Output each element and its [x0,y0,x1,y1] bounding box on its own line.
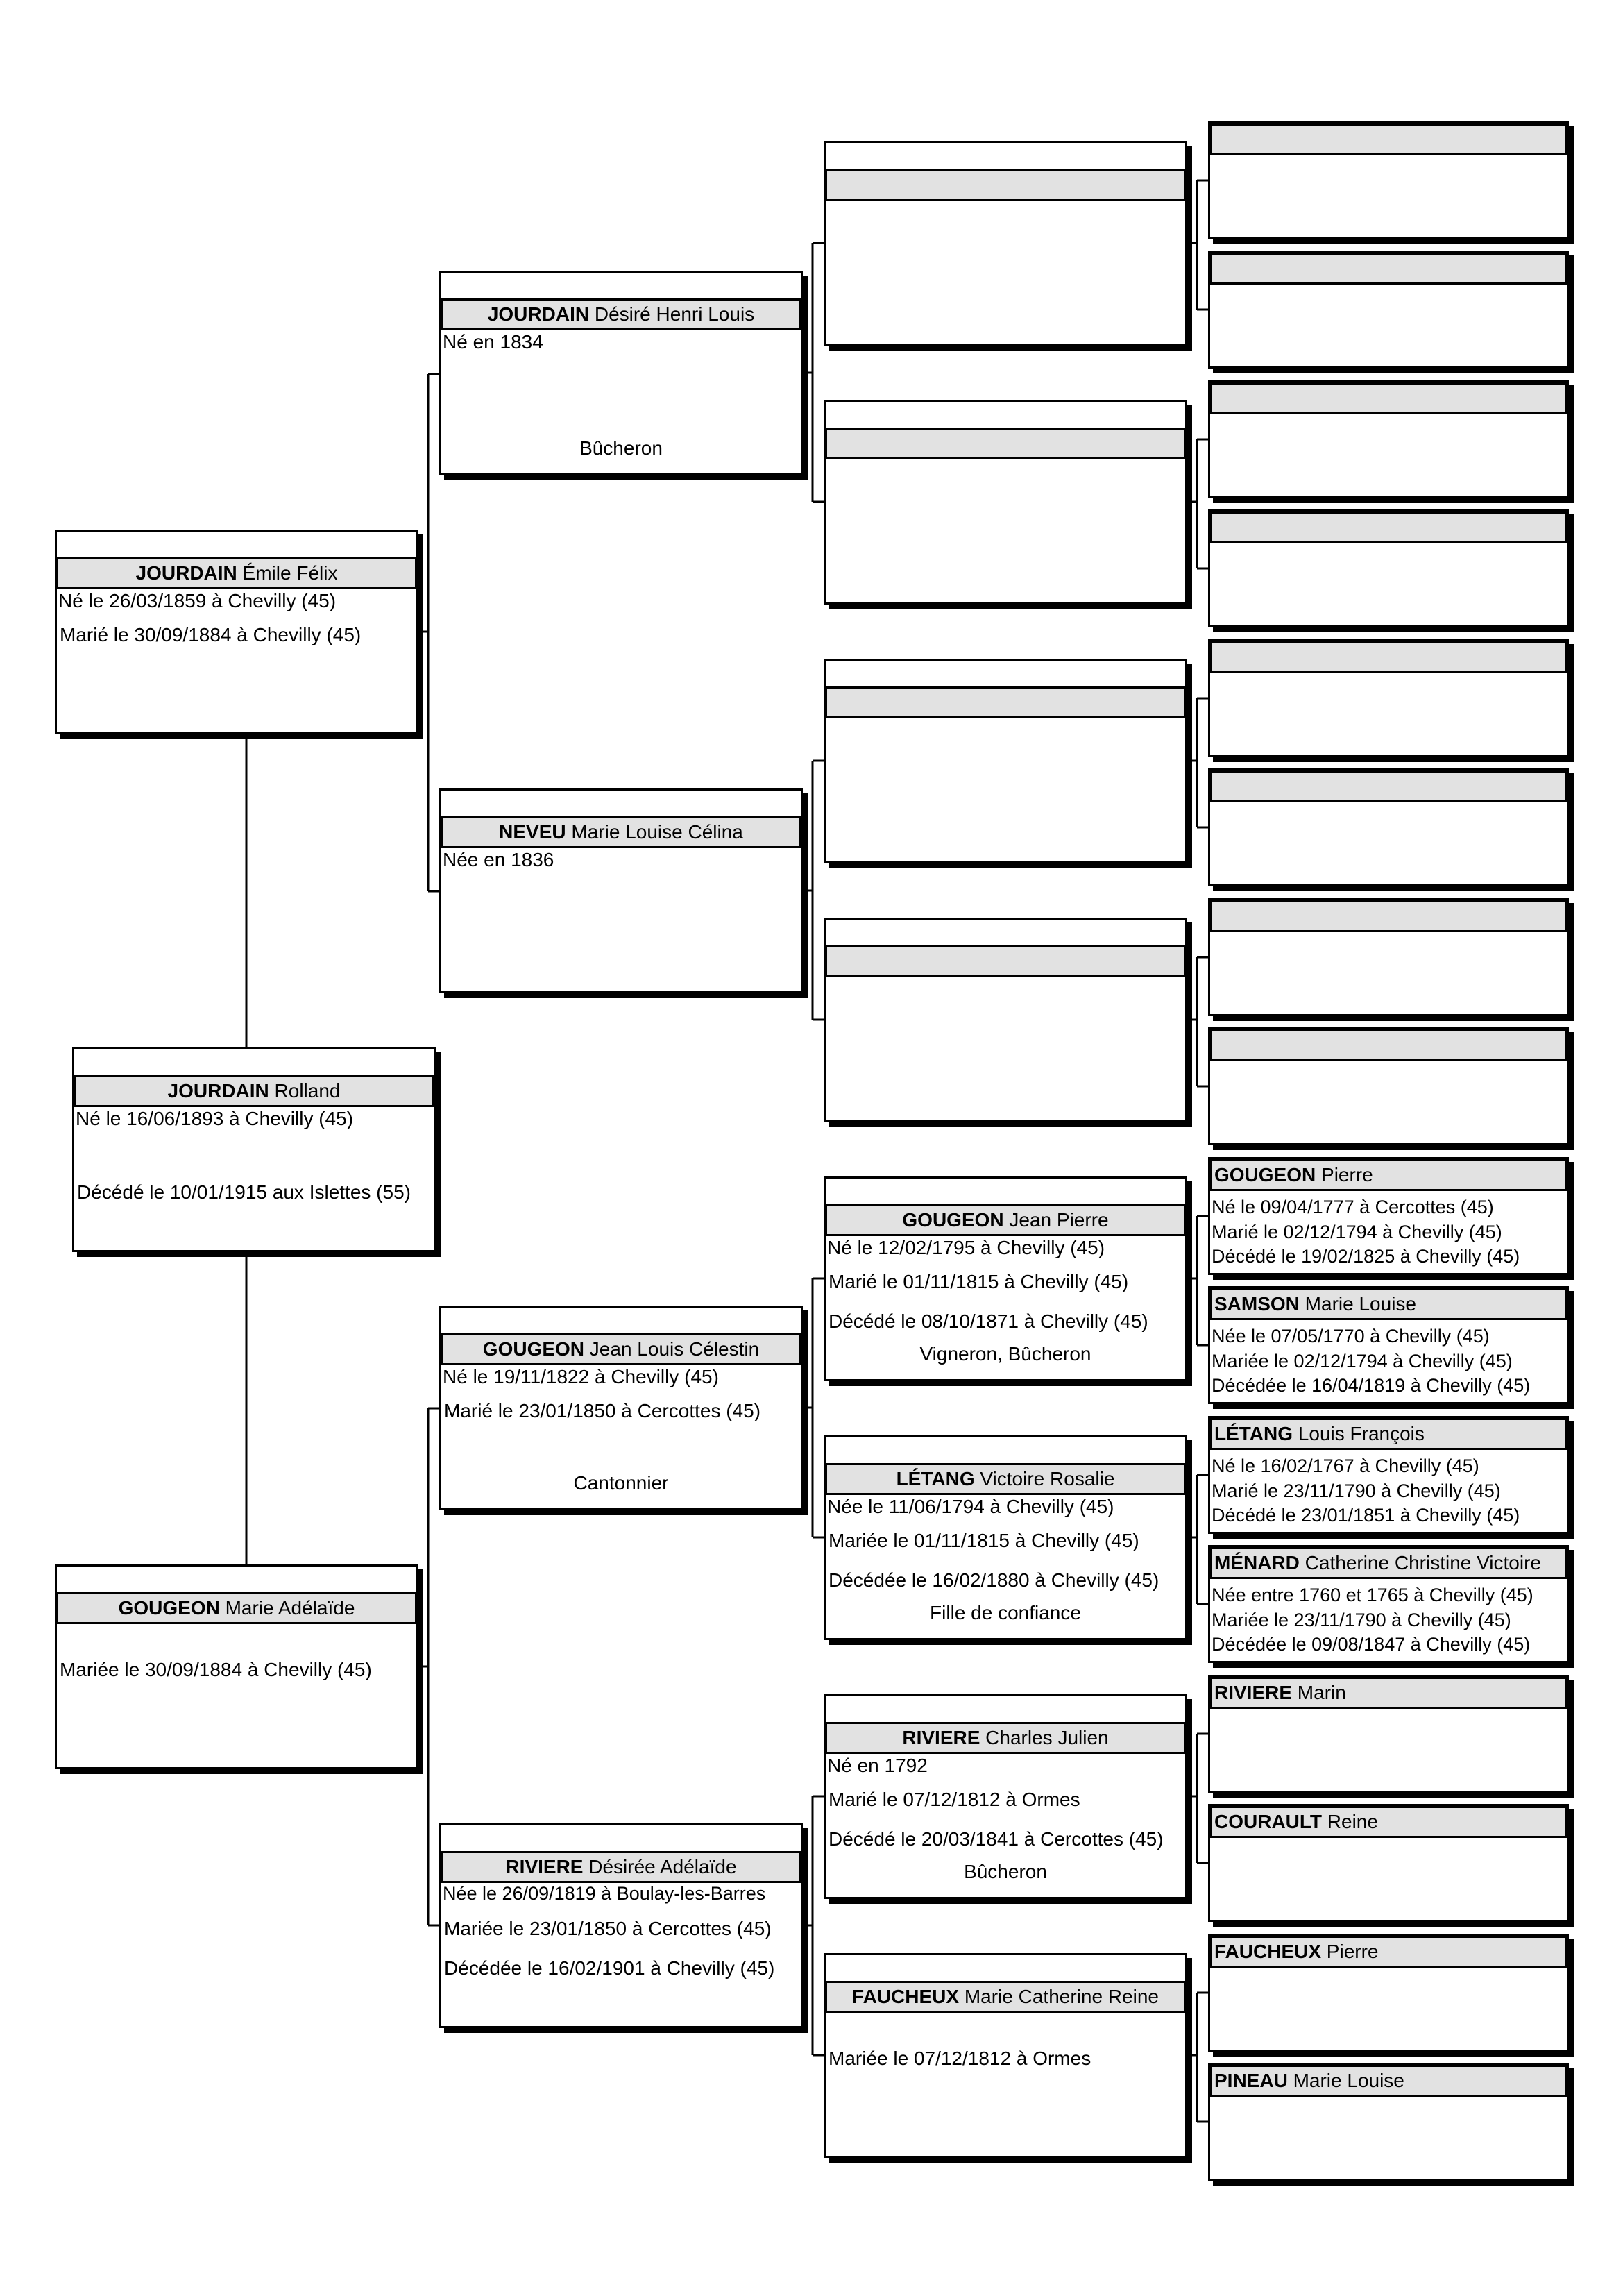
person-box-p24 [1208,1157,1569,1275]
person-surname: JOURDAIN [487,303,590,325]
person-box-p23-empty [1208,1027,1569,1145]
person-box-p21-empty [1208,768,1569,886]
person-surname: FAUCHEUX [1214,1941,1322,1962]
person-box-p3 [55,1564,418,1769]
person-birth: Né le 26/03/1859 à Chevilly (45) [58,590,337,611]
person-surname: GOUGEON [902,1209,1004,1231]
person-box-p6 [439,1306,803,1510]
person-header [825,1981,1186,2013]
person-header [825,1722,1186,1754]
person-header [441,1333,801,1365]
person-header [1209,382,1567,414]
person-header [441,298,801,330]
person-box-p13 [824,1435,1187,1640]
person-surname: COURAULT [1214,1811,1323,1832]
person-surname: PINEAU [1214,2070,1288,2091]
person-given-names: Charles Julien [980,1727,1109,1748]
person-header [825,945,1186,977]
person-birth: Née le 26/09/1819 à Boulay-les-Barres [443,1883,766,1904]
person-box-p8-empty [824,141,1187,346]
person-birth: Né le 16/06/1893 à Chevilly (45) [76,1108,354,1129]
person-birth: Né en 1792 [827,1755,928,1776]
person-given-names: Marie Louise Célina [566,821,743,843]
person-box-p5 [439,788,803,993]
person-header [1209,1677,1567,1709]
person-header [1209,641,1567,673]
person-given-names: Jean Louis Célestin [584,1338,760,1360]
person-marriage: Marié le 23/01/1850 à Cercottes (45) [444,1400,761,1421]
person-given-names: Jean Pierre [1003,1209,1109,1231]
person-given-names: Catherine Christine Victoire [1299,1552,1541,1573]
person-birth: Né le 12/02/1795 à Chevilly (45) [827,1237,1105,1258]
person-surname: RIVIERE [505,1856,584,1877]
person-birth: Né le 19/11/1822 à Chevilly (45) [443,1366,719,1387]
person-death: Décédé le 20/03/1841 à Cercottes (45) [829,1828,1164,1850]
person-given-names: Reine [1322,1811,1378,1832]
person-header [1209,900,1567,932]
person-surname: LÉTANG [1214,1423,1293,1444]
person-box-p28 [1208,1675,1569,1793]
person-death: Décédée le 16/04/1819 à Chevilly (45) [1212,1375,1531,1396]
person-surname: RIVIERE [902,1727,980,1748]
person-surname: NEVEU [499,821,566,843]
person-header [1209,1806,1567,1838]
person-surname: GOUGEON [118,1597,220,1619]
person-marriage: Marié le 30/09/1884 à Chevilly (45) [60,624,362,645]
person-given-names: Marie Catherine Reine [959,1986,1159,2007]
person-box-p29 [1208,1804,1569,1922]
person-birth: Née en 1836 [443,849,554,870]
person-box-p15 [824,1953,1187,2158]
person-given-names: Désirée Adélaïde [583,1856,737,1877]
person-box-p9-empty [824,400,1187,605]
person-marriage: Marié le 02/12/1794 à Chevilly (45) [1212,1222,1502,1242]
person-occupation: Fille de confiance [930,1602,1081,1623]
person-marriage: Marié le 01/11/1815 à Chevilly (45) [829,1271,1129,1292]
person-header [1209,253,1567,285]
person-header [1209,1418,1567,1450]
person-box-p12 [824,1176,1187,1381]
person-given-names: Marie Louise [1287,2070,1404,2091]
person-box-p14 [824,1694,1187,1899]
person-birth: Née le 11/06/1794 à Chevilly (45) [827,1496,1114,1517]
person-surname: GOUGEON [1214,1164,1316,1185]
person-marriage: Mariée le 01/11/1815 à Chevilly (45) [829,1530,1139,1551]
person-given-names: Pierre [1316,1164,1373,1185]
person-box-p31 [1208,2063,1569,2181]
person-box-p4 [439,271,803,475]
person-marriage: Marié le 07/12/1812 à Ormes [829,1789,1080,1810]
person-given-names: Désiré Henri Louis [589,303,755,325]
person-header [1209,1029,1567,1061]
person-header [825,686,1186,718]
person-box-p19-empty [1208,509,1569,627]
person-marriage: Mariée le 30/09/1884 à Chevilly (45) [60,1659,372,1680]
person-header [441,1851,801,1883]
person-given-names: Marin [1292,1682,1346,1703]
person-box-p27 [1208,1545,1569,1663]
person-box-p7 [439,1823,803,2028]
person-birth: Né le 16/02/1767 à Chevilly (45) [1212,1455,1479,1476]
person-header [1209,124,1567,155]
person-header [1209,1547,1567,1579]
person-header [1209,1159,1567,1191]
person-header [1209,512,1567,543]
person-death: Décédée le 16/02/1880 à Chevilly (45) [829,1569,1159,1591]
person-occupation: Cantonnier [573,1472,669,1494]
person-surname: SAMSON [1214,1293,1300,1315]
person-surname: GOUGEON [482,1338,585,1360]
person-occupation: Vigneron, Bûcheron [919,1343,1091,1365]
person-birth: Née le 07/05/1770 à Chevilly (45) [1212,1326,1490,1347]
person-given-names: Marie Louise [1299,1293,1416,1315]
person-header [825,1204,1186,1236]
person-marriage: Mariée le 23/01/1850 à Cercottes (45) [444,1918,772,1939]
person-surname: JOURDAIN [167,1080,269,1101]
person-death: Décédée le 09/08/1847 à Chevilly (45) [1212,1634,1531,1655]
person-header [825,1463,1186,1495]
person-death: Décédé le 23/01/1851 à Chevilly (45) [1212,1505,1520,1526]
person-birth: Né en 1834 [443,331,543,353]
person-birth: Né le 09/04/1777 à Cercottes (45) [1212,1197,1494,1217]
person-surname: FAUCHEUX [852,1986,960,2007]
person-box-p17-empty [1208,251,1569,369]
person-marriage: Mariée le 02/12/1794 à Chevilly (45) [1212,1351,1513,1371]
person-header [441,816,801,848]
person-marriage: Mariée le 07/12/1812 à Ormes [829,2048,1091,2069]
person-occupation: Bûcheron [579,437,663,459]
person-header [825,428,1186,459]
person-header [1209,1936,1567,1968]
person-death: Décédé le 10/01/1915 aux Islettes (55) [77,1181,411,1203]
person-given-names: Louis François [1293,1423,1425,1444]
person-occupation: Bûcheron [964,1861,1047,1882]
person-surname: JOURDAIN [135,562,237,584]
person-given-names: Victoire Rosalie [974,1468,1115,1489]
person-death: Décédée le 16/02/1901 à Chevilly (45) [444,1957,775,1979]
person-header [56,1592,417,1624]
person-header [1209,2065,1567,2097]
person-header [1209,770,1567,802]
person-surname: RIVIERE [1214,1682,1293,1703]
person-box-p18-empty [1208,380,1569,498]
person-box-p26 [1208,1416,1569,1534]
person-surname: MÉNARD [1214,1552,1300,1573]
person-box-p16-empty [1208,121,1569,239]
person-death: Décédé le 19/02/1825 à Chevilly (45) [1212,1246,1520,1267]
person-given-names: Émile Félix [237,562,338,584]
person-box-p22-empty [1208,898,1569,1016]
person-death: Décédé le 08/10/1871 à Chevilly (45) [829,1310,1148,1332]
person-header [74,1075,434,1107]
person-given-names: Pierre [1321,1941,1379,1962]
person-given-names: Rolland [269,1080,341,1101]
person-box-p20-empty [1208,639,1569,757]
person-box-p10-empty [824,659,1187,863]
person-header [825,169,1186,201]
person-surname: LÉTANG [896,1468,975,1489]
person-box-p2 [55,530,418,734]
person-marriage: Mariée le 23/11/1790 à Chevilly (45) [1212,1610,1511,1630]
person-birth: Née entre 1760 et 1765 à Chevilly (45) [1212,1585,1533,1605]
person-box-p1 [72,1047,436,1252]
person-box-p25 [1208,1286,1569,1404]
person-header [56,557,417,589]
person-header [1209,1288,1567,1320]
person-box-p11-empty [824,918,1187,1122]
person-given-names: Marie Adélaïde [219,1597,355,1619]
person-box-p30 [1208,1934,1569,2052]
person-marriage: Marié le 23/11/1790 à Chevilly (45) [1212,1480,1501,1501]
